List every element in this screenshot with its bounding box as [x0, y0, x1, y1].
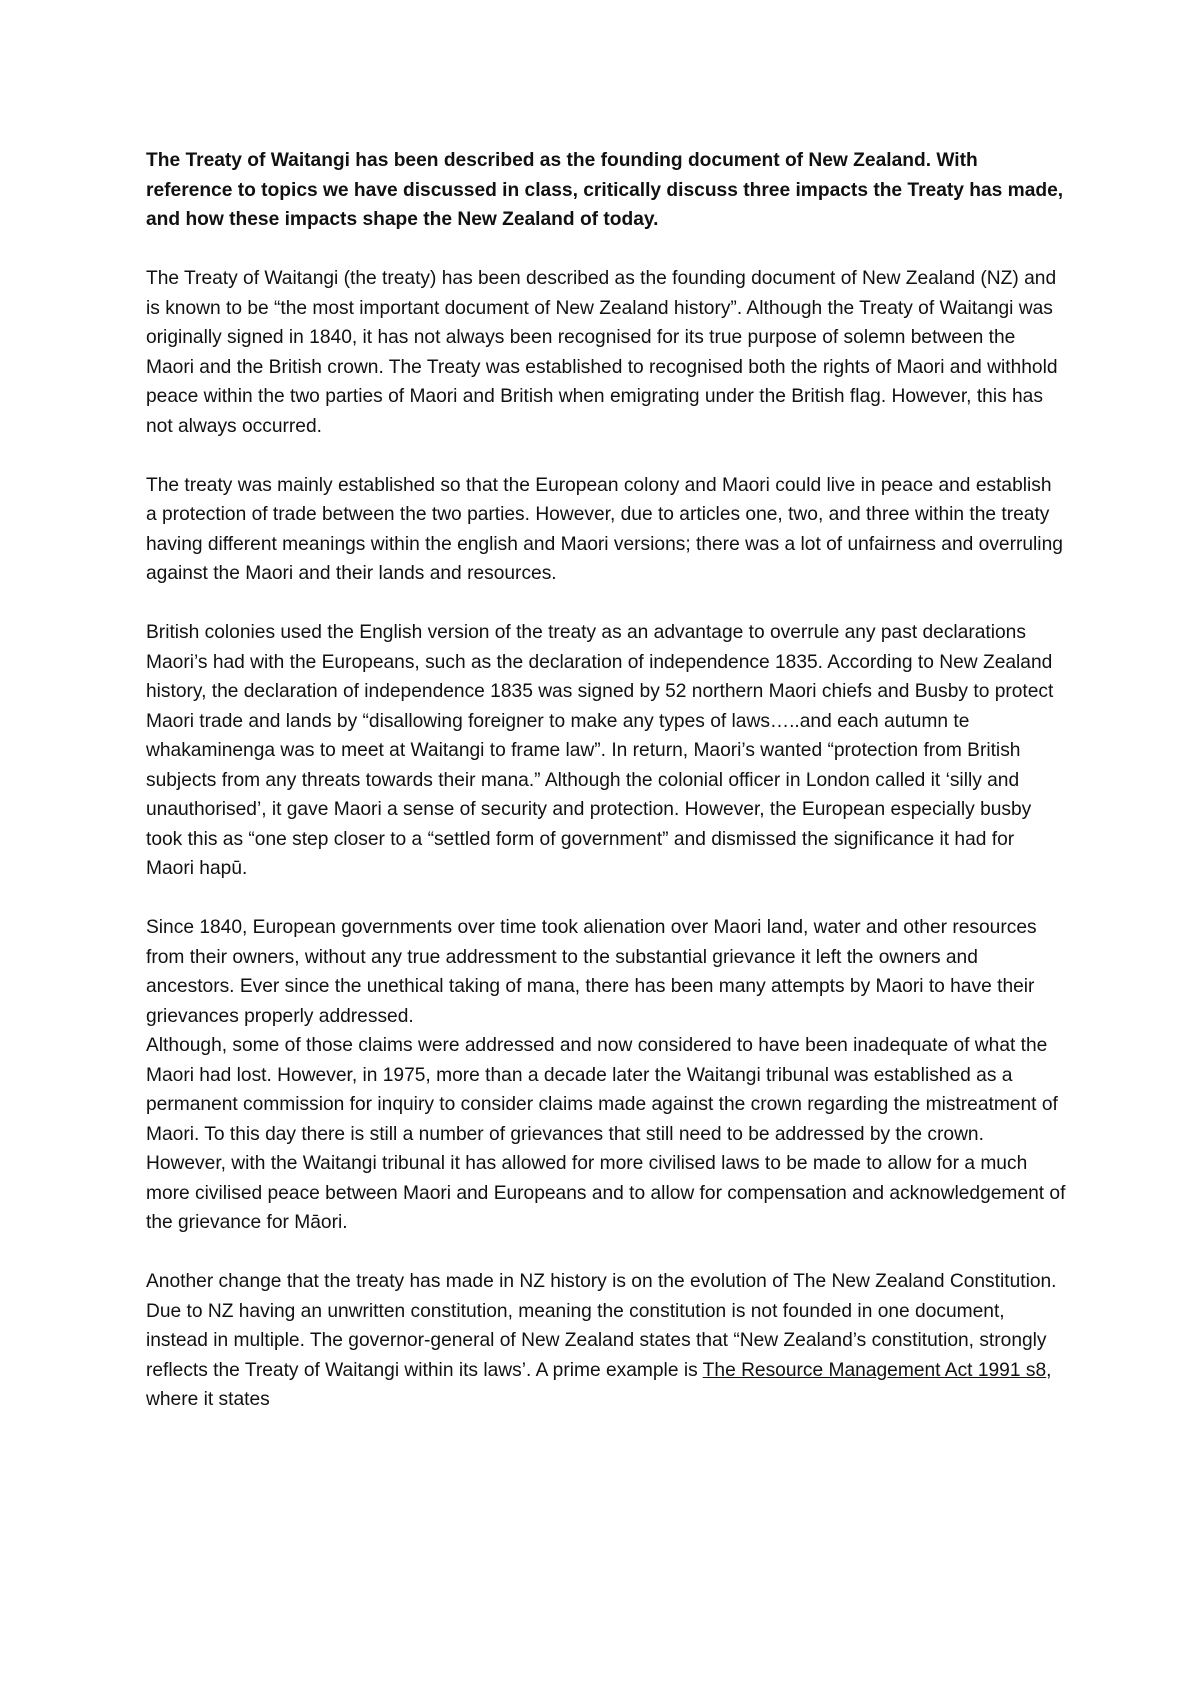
- constitution-text-after-link: , where it states: [146, 1359, 1052, 1410]
- paragraph-treaty-purpose: The treaty was mainly established so that the European colony and Maori could live in peace and establish a protection of trade between the two parties. However, due to articles one, two, and three within the treaty having different meanings within the english and Maori versions; there was a lot of unfairness and overruling against the Maori and their lands and resources.: [146, 474, 1063, 584]
- paragraph-land-alienation: Since 1840, European governments over time took alienation over Maori land, water and other resources from their owners, without any true addressment to the substantial grievance it left the owners and ancestors. Ever since the unethical taking of mana, there has been many attempts by Maori to have their grievances properly addressed.: [146, 917, 1037, 1027]
- paragraph-declaration-of-independence: British colonies used the English version of the treaty as an advantage to overrule any past declarations Maori’s had with the Europeans, such as the declaration of independence 1835. According to New Zealand history, the declaration of independence 1835 was signed by 52 northern Maori chiefs and Busby to protect Maori trade and lands by “disallowing foreigner to make any types of laws…..and each autumn te whakaminenga was to meet at Waitangi to frame law”. In return, Maori’s wanted “protection from British subjects from any threats towards their mana.” Although the colonial officer in London called it ‘silly and unauthorised’, it gave Maori a sense of security and protection. However, the European especially busby took this as “one step closer to a “settled form of government” and dismissed the significance it had for Maori hapū.: [146, 622, 1054, 879]
- document-page: [146, 146, 1066, 1415]
- paragraph-waitangi-tribunal: Although, some of those claims were addressed and now considered to have been inadequate of what the Maori had lost. However, in 1975, more than a decade later the Waitangi tribunal was established as a permanent commission for inquiry to consider claims made against the crown regarding the mistreatment of Maori. To this day there is still a number of grievances that still need to be addressed by the crown. However, with the Waitangi tribunal it has allowed for more civilised laws to be made to allow for a much more civilised peace between Maori and Europeans and to allow for compensation and acknowledgement of the grievance for Māori.: [146, 1035, 1066, 1233]
- resource-management-act-link[interactable]: The Resource Management Act 1991 s8: [702, 1359, 1047, 1381]
- paragraph-introduction: The Treaty of Waitangi (the treaty) has been described as the founding document of New Zealand (NZ) and is known to be “the most important document of New Zealand history”. Although the Treaty of Waitangi was originally signed in 1840, it has not always been recognised for its true purpose of solemn between the Maori and the British crown. The Treaty was established to recognised both the rights of Maori and withhold peace within the two parties of Maori and British when emigrating under the British flag. However, this has not always occurred.: [146, 268, 1058, 437]
- paragraph-constitution: [146, 1267, 1066, 1415]
- essay-question: The Treaty of Waitangi has been described as the founding document of New Zealand. With reference to topics we have discussed in class, critically discuss three impacts the Treaty has made, and how these impacts shape the New Zealand of today.: [146, 150, 1064, 230]
- constitution-text-before-link: Another change that the treaty has made in NZ history is on the evolution of The New Zealand Constitution. Due to NZ having an unwritten constitution, meaning the constitution is not founded in one document, instead in multiple. The governor-general of New Zealand states that “New Zealand’s constitution, strongly reflects the Treaty of Waitangi within its laws’. A prime example is: [146, 1271, 1057, 1381]
